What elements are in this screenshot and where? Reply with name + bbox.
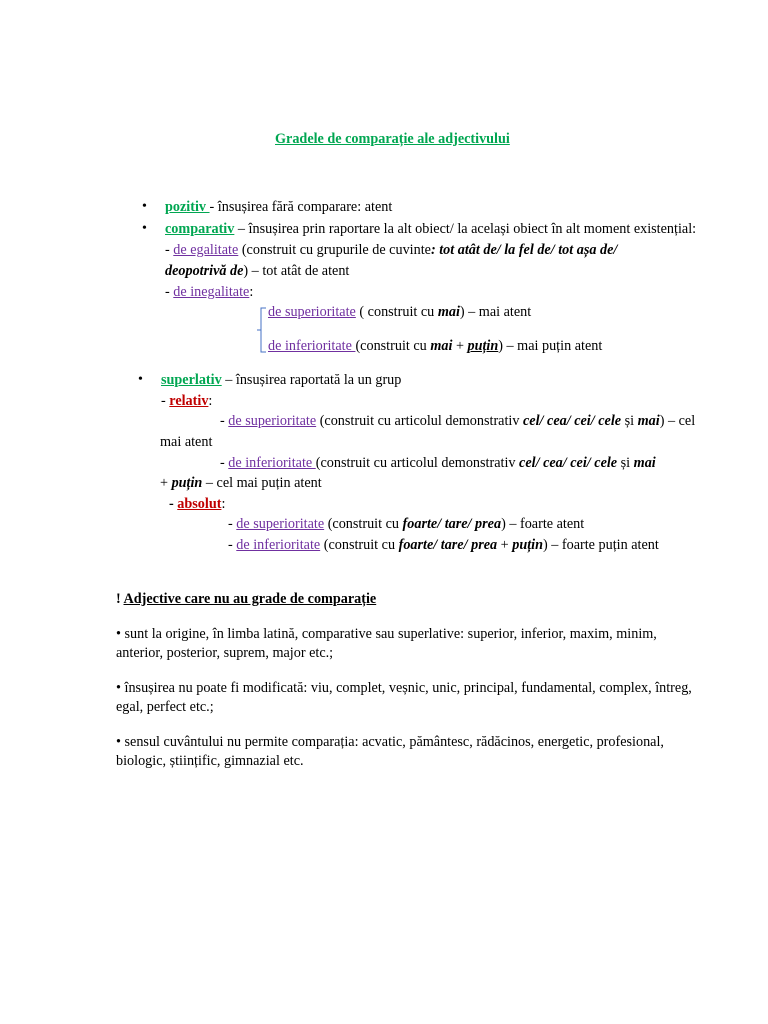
egalitate-line-2 <box>165 262 349 280</box>
egalitate-term: de egalitate <box>173 242 239 258</box>
rel-inf-line-2 <box>160 474 322 492</box>
rel-inf-term: de inferioritate <box>228 455 316 471</box>
dash: - <box>220 455 229 471</box>
absolut-line <box>169 495 225 513</box>
rel-inf-mai: mai <box>633 455 656 471</box>
pozitiv-term: pozitiv <box>165 199 210 215</box>
inf-plus: + <box>452 338 468 354</box>
relativ-term: relativ <box>169 393 209 409</box>
rel-sup-text-2: ) – cel <box>659 413 696 429</box>
exclamation: ! <box>116 591 124 607</box>
inferioritate-term: de inferioritate <box>268 338 356 354</box>
note-paragraph-1-line-2: anterior, posterior, suprem, major etc.; <box>116 645 334 661</box>
rel-inf-putin: puțin <box>171 475 203 491</box>
note-paragraph-1: • sunt la origine, în limba latină, comparative sau superlative: superior, inferior, maxim, minim, <box>116 626 657 642</box>
dash: - <box>161 393 170 409</box>
page-title: Gradele de comparație ale adjectivului <box>275 131 510 147</box>
colon: : <box>221 496 226 512</box>
egalitate-italic-2: deopotrivă de <box>165 263 244 279</box>
sup-mai: mai <box>437 304 460 320</box>
superlativ-text: – însușirea raportată la un grup <box>221 372 402 388</box>
comparativ-line <box>165 220 696 238</box>
comparativ-text: – însușirea prin raportare la alt obiect/ la același obiect în alt moment existențial: <box>234 221 697 237</box>
colon: : <box>249 284 254 300</box>
note-heading-text: Adjective care nu au grade de comparație <box>123 591 377 607</box>
bullet-pozitiv: • <box>142 199 147 214</box>
brace-icon <box>256 307 268 353</box>
abs-sup-term: de superioritate <box>236 516 325 532</box>
sup-text-2: ) – mai atent <box>459 304 532 320</box>
abs-inf-plus: + <box>497 537 513 553</box>
rel-inf-text: (construit cu articolul demonstrativ <box>315 455 520 471</box>
pozitiv-line <box>165 198 392 216</box>
rel-inf-cel: cel/ cea/ cei/ cele <box>519 455 618 471</box>
rel-sup-line-2: mai atent <box>160 434 213 450</box>
inegalitate-line <box>165 283 253 301</box>
dash: - <box>165 284 174 300</box>
inf-putin: puțin <box>467 338 499 354</box>
abs-sup-italic: foarte/ tare/ prea <box>402 516 502 532</box>
dash: - <box>228 537 237 553</box>
inegalitate-term: de inegalitate <box>173 284 250 300</box>
abs-inf-text-2: ) – foarte puțin atent <box>542 537 659 553</box>
abs-sup-text: (construit cu <box>324 516 403 532</box>
dash: - <box>165 242 174 258</box>
rel-sup-text: (construit cu articolul demonstrativ <box>316 413 523 429</box>
rel-inf-line <box>220 454 656 472</box>
comparativ-term: comparativ <box>165 221 235 237</box>
abs-sup-text-2: ) – foarte atent <box>501 516 585 532</box>
dash: - <box>220 413 229 429</box>
superioritate-line <box>268 303 531 321</box>
egalitate-line <box>165 241 617 259</box>
egalitate-italic: : tot atât de/ la fel de/ tot așa de/ <box>430 242 618 258</box>
bullet-superlativ: • <box>138 372 143 387</box>
pozitiv-text: - însușirea fără comparare: atent <box>209 199 393 215</box>
note-heading <box>116 590 376 608</box>
egalitate-text: (construit cu grupurile de cuvinte <box>238 242 431 258</box>
note-paragraph-3: • sensul cuvântului nu permite comparația: acvatic, pământesc, rădăcinos, energetic, profesional, <box>116 734 664 750</box>
rel-sup-mai: mai <box>637 413 660 429</box>
superioritate-term: de superioritate <box>268 304 356 320</box>
relativ-line <box>161 392 212 410</box>
rel-sup-line <box>220 412 695 430</box>
abs-inf-text: (construit cu <box>320 537 399 553</box>
inf-text: (construit cu <box>355 338 431 354</box>
note-paragraph-2: • însușirea nu poate fi modificată: viu, complet, veșnic, unic, principal, fundamental, complex, întreg, <box>116 680 692 696</box>
egalitate-text-2: ) – tot atât de atent <box>243 263 350 279</box>
rel-inf-plus: + <box>160 475 172 491</box>
colon: : <box>208 393 213 409</box>
rel-inf-text-2: – cel mai puțin atent <box>202 475 322 491</box>
rel-sup-term: de superioritate <box>228 413 317 429</box>
note-paragraph-3-line-2: biologic, științific, gimnazial etc. <box>116 753 304 769</box>
abs-inf-putin: puțin <box>512 537 543 553</box>
note-paragraph-2-line-2: egal, perfect etc.; <box>116 699 214 715</box>
rel-inf-si: și <box>617 455 634 471</box>
sup-text: ( construit cu <box>355 304 438 320</box>
inf-mai: mai <box>430 338 453 354</box>
abs-inf-italic: foarte/ tare/ prea <box>398 537 498 553</box>
inferioritate-line <box>268 337 602 355</box>
absolut-term: absolut <box>177 496 222 512</box>
superlativ-line <box>161 371 401 389</box>
rel-sup-si: și <box>621 413 638 429</box>
dash: - <box>228 516 237 532</box>
dash: - <box>169 496 178 512</box>
abs-inf-line <box>228 536 659 554</box>
bullet-comparativ: • <box>142 221 147 236</box>
superlativ-term: superlativ <box>161 372 222 388</box>
inf-text-2: ) – mai puțin atent <box>498 338 603 354</box>
rel-sup-cel: cel/ cea/ cei/ cele <box>523 413 622 429</box>
abs-inf-term: de inferioritate <box>236 537 321 553</box>
abs-sup-line <box>228 515 584 533</box>
